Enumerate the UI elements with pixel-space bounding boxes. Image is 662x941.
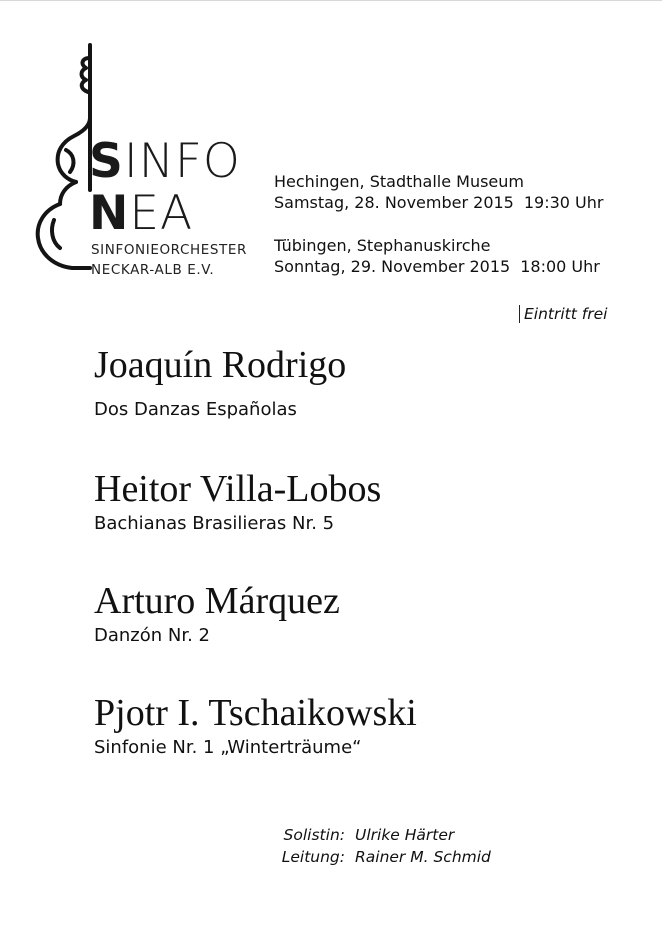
orchestra-logo	[30, 40, 260, 285]
event-tuebingen	[274, 235, 603, 277]
composer-name: Arturo Márquez	[94, 580, 340, 622]
event-time: 19:30 Uhr	[523, 193, 604, 212]
credit-soloist	[275, 824, 491, 846]
program-item	[94, 578, 340, 648]
top-border	[0, 0, 662, 1]
credit-label: Solistin:	[283, 826, 345, 844]
logo-subtitle-line1: SINFONIEORCHESTER	[91, 242, 248, 258]
logo-word-sinfo: SINFO	[89, 134, 241, 189]
composer-name: Pjotr I. Tschaikowski	[94, 692, 417, 734]
logo-word-nea: NEA	[89, 186, 194, 241]
composer-name: Heitor Villa-Lobos	[94, 468, 382, 510]
event-date: Sonntag, 29. November 2015	[274, 257, 511, 276]
credit-name: Ulrike Härter	[355, 826, 455, 844]
event-time: 18:00 Uhr	[520, 257, 600, 276]
credits	[275, 824, 491, 868]
logo-subtitle-line2: NECKAR-ALB E.V.	[91, 262, 215, 278]
work-title: Danzón Nr. 2	[94, 625, 210, 646]
credit-label: Leitung:	[281, 848, 345, 866]
program-item	[94, 342, 346, 422]
work-title: Bachianas Brasilieras Nr. 5	[94, 513, 335, 534]
event-datetime	[274, 192, 603, 213]
program-item	[94, 466, 381, 536]
event-datetime	[274, 256, 603, 277]
admission-note: Eintritt frei	[519, 305, 607, 323]
program-item	[94, 690, 417, 760]
event-date: Samstag, 28. November 2015	[274, 193, 514, 212]
work-title: Dos Danzas Españolas	[94, 399, 297, 420]
event-venue: Tübingen, Stephanuskirche	[274, 236, 491, 255]
work-title: Sinfonie Nr. 1 „Winterträume“	[94, 737, 362, 758]
event-hechingen	[274, 171, 603, 213]
composer-name: Joaquín Rodrigo	[94, 344, 347, 386]
credit-name: Rainer M. Schmid	[355, 848, 491, 866]
event-list	[274, 171, 603, 299]
event-venue: Hechingen, Stadthalle Museum	[274, 172, 524, 191]
credit-conductor	[275, 846, 491, 868]
